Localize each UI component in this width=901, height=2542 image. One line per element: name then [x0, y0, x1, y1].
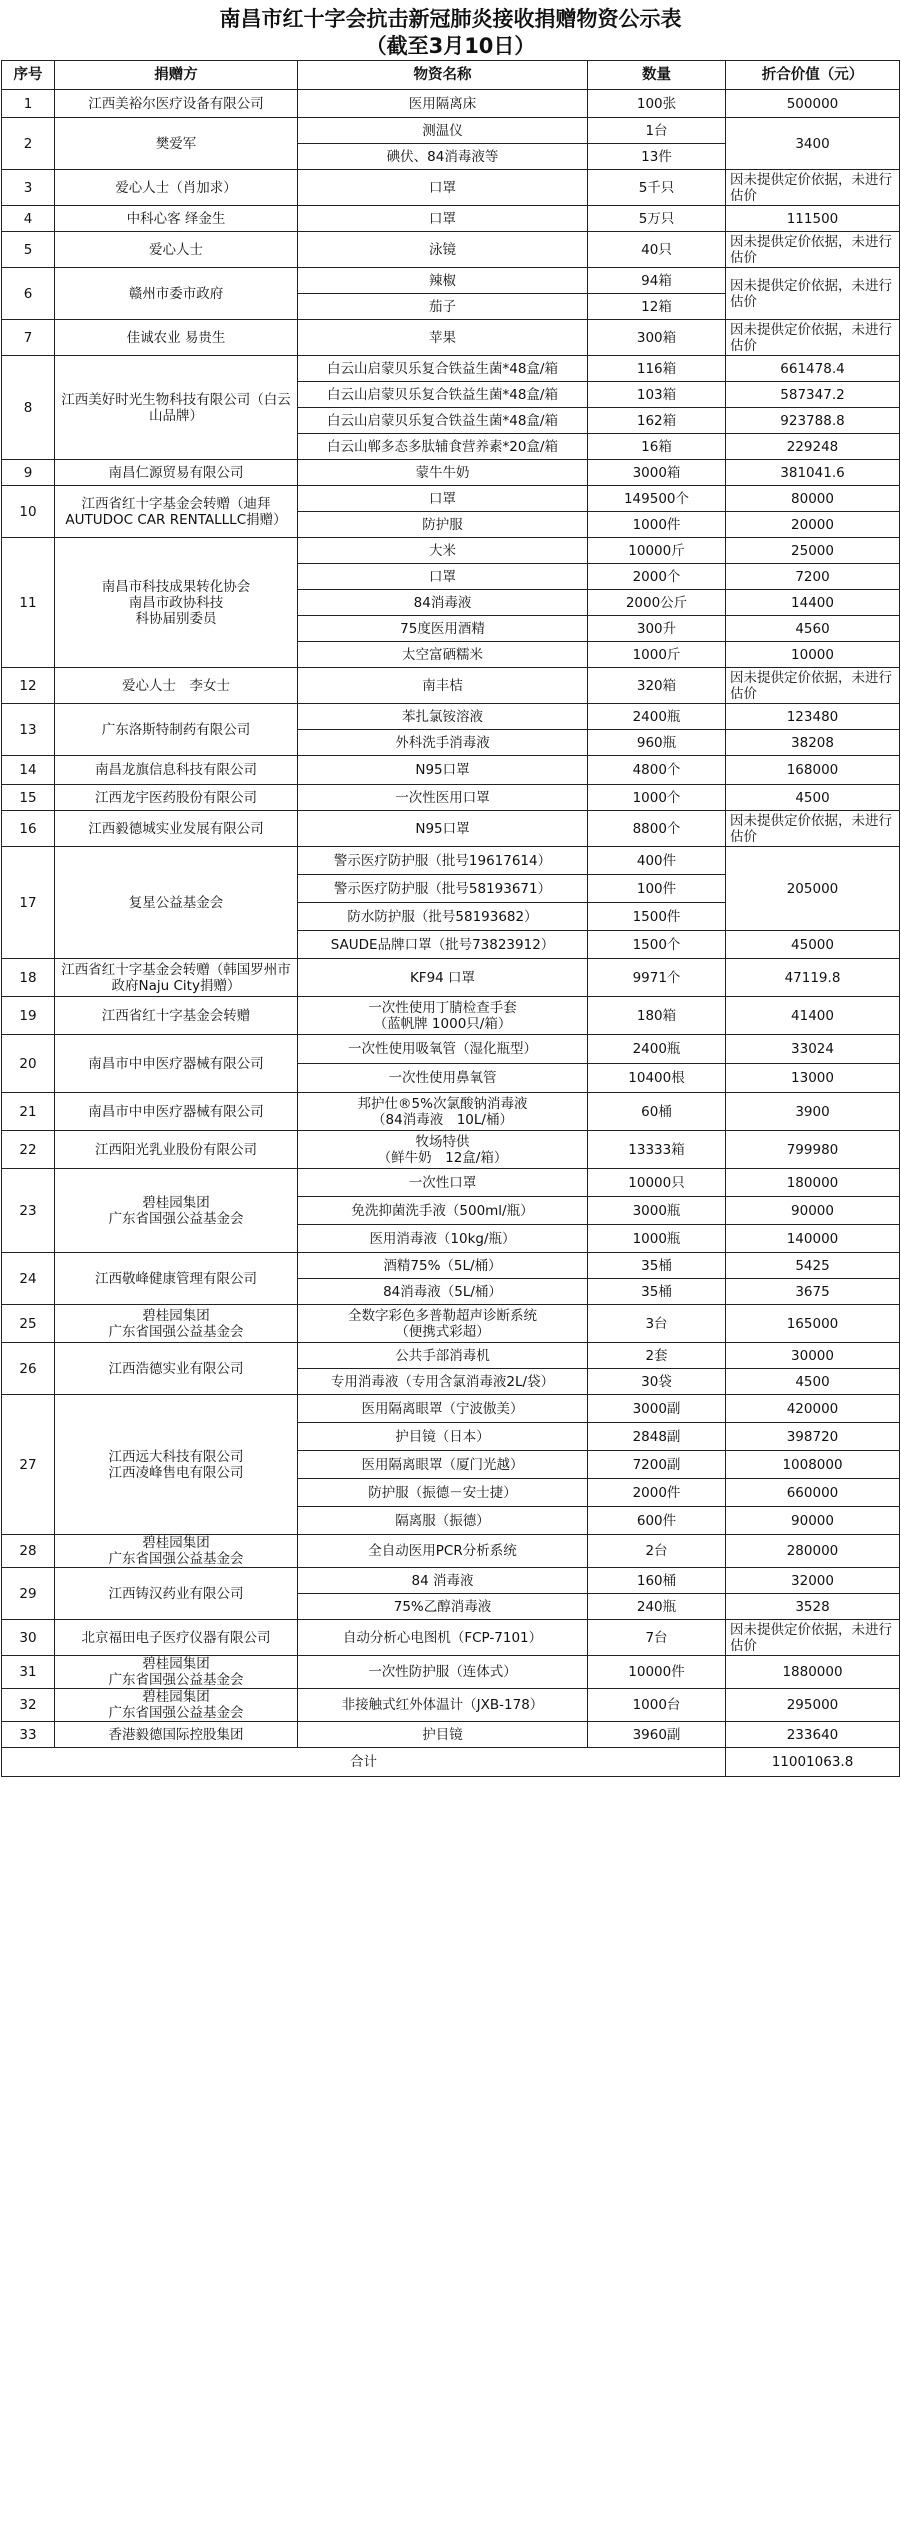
item-name: 医用隔离眼罩（宁波傲美） [298, 1395, 588, 1423]
item-quantity: 94箱 [588, 268, 726, 294]
item-quantity: 5千只 [588, 170, 726, 206]
item-quantity: 160桶 [588, 1568, 726, 1594]
item-value: 168000 [726, 756, 900, 785]
row-number: 29 [2, 1568, 55, 1620]
table-row [2, 320, 900, 356]
item-value: 20000 [726, 512, 900, 538]
item-quantity: 149500个 [588, 486, 726, 512]
donor-name: 广东洛斯特制药有限公司 [55, 704, 298, 756]
item-name: 白云山启蒙贝乐复合铁益生菌*48盒/箱 [298, 408, 588, 434]
item-name: 太空富硒糯米 [298, 642, 588, 668]
page-title [0, 0, 901, 60]
item-name: 南丰桔 [298, 668, 588, 704]
item-name: 84消毒液（5L/桶） [298, 1279, 588, 1305]
row-number: 13 [2, 704, 55, 756]
donor-name: 碧桂园集团 广东省国强公益基金会 [55, 1656, 298, 1689]
title-line-2: （截至3月10日） [365, 34, 536, 58]
row-number: 16 [2, 811, 55, 847]
item-value: 3675 [726, 1279, 900, 1305]
header-item: 物资名称 [298, 61, 588, 90]
item-value: 因未提供定价依据，未进行估价 [726, 668, 900, 704]
donation-table [1, 60, 900, 1777]
table-row [2, 1620, 900, 1656]
table-row [2, 1131, 900, 1169]
donor-name: 江西铸汉药业有限公司 [55, 1568, 298, 1620]
table-row [2, 668, 900, 704]
item-name: 专用消毒液（专用含氯消毒液2L/袋） [298, 1369, 588, 1395]
item-quantity: 3960副 [588, 1722, 726, 1748]
table-row [2, 959, 900, 997]
item-value: 398720 [726, 1423, 900, 1451]
item-name: 75度医用酒精 [298, 616, 588, 642]
item-quantity: 2台 [588, 1535, 726, 1568]
item-quantity: 10400根 [588, 1064, 726, 1093]
item-value: 因未提供定价依据，未进行估价 [726, 1620, 900, 1656]
row-number: 28 [2, 1535, 55, 1568]
table-row [2, 1305, 900, 1343]
item-value: 660000 [726, 1479, 900, 1507]
donor-name: 江西龙宇医药股份有限公司 [55, 785, 298, 811]
item-value: 295000 [726, 1689, 900, 1722]
item-value: 3400 [726, 118, 900, 170]
item-name: 一次性使用丁腈检查手套 （蓝帆牌 1000只/箱） [298, 997, 588, 1035]
item-value: 38208 [726, 730, 900, 756]
table-row [2, 486, 900, 512]
total-label: 合计 [2, 1748, 726, 1777]
item-quantity: 9971个 [588, 959, 726, 997]
item-name: 警示医疗防护服（批号58193671） [298, 875, 588, 903]
item-name: 84消毒液 [298, 590, 588, 616]
item-value: 90000 [726, 1507, 900, 1535]
table-row [2, 704, 900, 730]
donor-name: 碧桂园集团 广东省国强公益基金会 [55, 1305, 298, 1343]
item-value: 10000 [726, 642, 900, 668]
item-name: 公共手部消毒机 [298, 1343, 588, 1369]
item-name: 一次性口罩 [298, 1169, 588, 1197]
item-name: 医用隔离眼罩（厦门光越） [298, 1451, 588, 1479]
table-row [2, 785, 900, 811]
table-row [2, 1035, 900, 1064]
item-name: 防水防护服（批号58193682） [298, 903, 588, 931]
item-quantity: 1台 [588, 118, 726, 144]
donor-name: 江西敬峰健康管理有限公司 [55, 1253, 298, 1305]
item-name: 自动分析心电图机（FCP-7101） [298, 1620, 588, 1656]
row-number: 2 [2, 118, 55, 170]
donor-name: 江西美好时光生物科技有限公司（白云山品牌） [55, 356, 298, 460]
item-name: 外科洗手消毒液 [298, 730, 588, 756]
row-number: 14 [2, 756, 55, 785]
item-quantity: 30袋 [588, 1369, 726, 1395]
donor-name: 南昌市中申医疗器械有限公司 [55, 1035, 298, 1093]
row-number: 26 [2, 1343, 55, 1395]
item-value: 123480 [726, 704, 900, 730]
row-number: 1 [2, 90, 55, 118]
item-value: 因未提供定价依据，未进行估价 [726, 170, 900, 206]
table-row [2, 268, 900, 294]
donor-name: 赣州市委市政府 [55, 268, 298, 320]
donor-name: 中科心客 绎金生 [55, 206, 298, 232]
item-name: 白云山郸多态多肽辅食营养素*20盒/箱 [298, 434, 588, 460]
item-name: KF94 口罩 [298, 959, 588, 997]
table-row [2, 538, 900, 564]
item-value: 587347.2 [726, 382, 900, 408]
item-value: 4500 [726, 1369, 900, 1395]
item-name: 白云山启蒙贝乐复合铁益生菌*48盒/箱 [298, 382, 588, 408]
table-row [2, 811, 900, 847]
row-number: 10 [2, 486, 55, 538]
item-value: 因未提供定价依据，未进行估价 [726, 268, 900, 320]
item-name: 口罩 [298, 170, 588, 206]
item-name: 茄子 [298, 294, 588, 320]
donor-name: 江西省红十字基金会转赠（迪拜AUTUDOC CAR RENTALLLC捐赠） [55, 486, 298, 538]
item-quantity: 10000只 [588, 1169, 726, 1197]
item-name: 医用消毒液（10kg/瓶） [298, 1225, 588, 1253]
item-name: 隔离服（振德） [298, 1507, 588, 1535]
row-number: 25 [2, 1305, 55, 1343]
donor-name: 北京福田电子医疗仪器有限公司 [55, 1620, 298, 1656]
row-number: 20 [2, 1035, 55, 1093]
table-row [2, 170, 900, 206]
row-number: 18 [2, 959, 55, 997]
donor-name: 南昌市中申医疗器械有限公司 [55, 1093, 298, 1131]
item-quantity: 16箱 [588, 434, 726, 460]
item-value: 420000 [726, 1395, 900, 1423]
row-number: 32 [2, 1689, 55, 1722]
item-value: 因未提供定价依据，未进行估价 [726, 232, 900, 268]
donor-name: 佳诚农业 易贵生 [55, 320, 298, 356]
row-number: 24 [2, 1253, 55, 1305]
item-quantity: 1000台 [588, 1689, 726, 1722]
item-value: 229248 [726, 434, 900, 460]
item-value: 33024 [726, 1035, 900, 1064]
item-quantity: 300升 [588, 616, 726, 642]
donor-name: 碧桂园集团 广东省国强公益基金会 [55, 1535, 298, 1568]
item-name: 75%乙醇消毒液 [298, 1594, 588, 1620]
item-name: 牧场特供 （鲜牛奶 12盒/箱） [298, 1131, 588, 1169]
item-quantity: 35桶 [588, 1279, 726, 1305]
donor-name: 复星公益基金会 [55, 847, 298, 959]
item-quantity: 2000件 [588, 1479, 726, 1507]
item-name: 口罩 [298, 564, 588, 590]
item-value: 90000 [726, 1197, 900, 1225]
item-value: 32000 [726, 1568, 900, 1594]
row-number: 17 [2, 847, 55, 959]
item-value: 111500 [726, 206, 900, 232]
item-value: 3528 [726, 1594, 900, 1620]
donor-name: 樊爱军 [55, 118, 298, 170]
item-quantity: 13件 [588, 144, 726, 170]
item-value: 4560 [726, 616, 900, 642]
table-row [2, 1253, 900, 1279]
item-name: 全自动医用PCR分析系统 [298, 1535, 588, 1568]
row-number: 9 [2, 460, 55, 486]
item-value: 4500 [726, 785, 900, 811]
row-number: 33 [2, 1722, 55, 1748]
item-quantity: 7200副 [588, 1451, 726, 1479]
item-quantity: 2848副 [588, 1423, 726, 1451]
item-quantity: 1500件 [588, 903, 726, 931]
item-value: 1880000 [726, 1656, 900, 1689]
item-quantity: 2套 [588, 1343, 726, 1369]
item-name: 一次性使用吸氧管（湿化瓶型） [298, 1035, 588, 1064]
item-name: 非接触式红外体温计（JXB-178） [298, 1689, 588, 1722]
donor-name: 香港毅德国际控股集团 [55, 1722, 298, 1748]
donor-name: 碧桂园集团 广东省国强公益基金会 [55, 1169, 298, 1253]
donor-name: 江西阳光乳业股份有限公司 [55, 1131, 298, 1169]
item-quantity: 100件 [588, 875, 726, 903]
item-quantity: 600件 [588, 1507, 726, 1535]
header-row [2, 61, 900, 90]
row-number: 6 [2, 268, 55, 320]
table-row [2, 1568, 900, 1594]
table-row [2, 90, 900, 118]
item-quantity: 2000公斤 [588, 590, 726, 616]
item-value: 165000 [726, 1305, 900, 1343]
item-name: N95口罩 [298, 811, 588, 847]
item-name: 医用隔离床 [298, 90, 588, 118]
item-quantity: 2400瓶 [588, 1035, 726, 1064]
header-value: 折合价值（元） [726, 61, 900, 90]
header-quantity: 数量 [588, 61, 726, 90]
donor-name: 江西毅德城实业发展有限公司 [55, 811, 298, 847]
item-name: 全数字彩色多普勒超声诊断系统 （便携式彩超） [298, 1305, 588, 1343]
header-donor: 捐赠方 [55, 61, 298, 90]
item-name: 测温仪 [298, 118, 588, 144]
item-quantity: 1000斤 [588, 642, 726, 668]
item-quantity: 2000个 [588, 564, 726, 590]
item-quantity: 10000斤 [588, 538, 726, 564]
item-value: 25000 [726, 538, 900, 564]
item-value: 233640 [726, 1722, 900, 1748]
item-name: 泳镜 [298, 232, 588, 268]
item-quantity: 400件 [588, 847, 726, 875]
row-number: 30 [2, 1620, 55, 1656]
item-name: 护目镜（日本） [298, 1423, 588, 1451]
table-row [2, 118, 900, 144]
item-quantity: 116箱 [588, 356, 726, 382]
item-quantity: 12箱 [588, 294, 726, 320]
item-value: 47119.8 [726, 959, 900, 997]
item-quantity: 320箱 [588, 668, 726, 704]
donor-name: 南昌龙旗信息科技有限公司 [55, 756, 298, 785]
total-value: 11001063.8 [726, 1748, 900, 1777]
item-quantity: 4800个 [588, 756, 726, 785]
item-quantity: 300箱 [588, 320, 726, 356]
item-quantity: 10000件 [588, 1656, 726, 1689]
table-row [2, 232, 900, 268]
item-name: 口罩 [298, 206, 588, 232]
item-value: 7200 [726, 564, 900, 590]
item-quantity: 3000副 [588, 1395, 726, 1423]
item-quantity: 40只 [588, 232, 726, 268]
item-value: 799980 [726, 1131, 900, 1169]
row-number: 12 [2, 668, 55, 704]
item-quantity: 240瓶 [588, 1594, 726, 1620]
item-value: 45000 [726, 931, 900, 959]
item-quantity: 3000箱 [588, 460, 726, 486]
item-value: 140000 [726, 1225, 900, 1253]
item-value: 因未提供定价依据，未进行估价 [726, 320, 900, 356]
item-quantity: 13333箱 [588, 1131, 726, 1169]
donor-name: 南昌仁源贸易有限公司 [55, 460, 298, 486]
item-value: 180000 [726, 1169, 900, 1197]
item-name: 防护服 [298, 512, 588, 538]
donor-name: 爱心人士（肖加求） [55, 170, 298, 206]
donor-name: 江西浩德实业有限公司 [55, 1343, 298, 1395]
item-name: SAUDE品牌口罩（批号73823912） [298, 931, 588, 959]
table-row [2, 1395, 900, 1423]
item-quantity: 3台 [588, 1305, 726, 1343]
table-row [2, 1656, 900, 1689]
item-name: 一次性使用鼻氧管 [298, 1064, 588, 1093]
table-row [2, 1169, 900, 1197]
item-value: 205000 [726, 847, 900, 931]
item-name: 一次性医用口罩 [298, 785, 588, 811]
item-quantity: 1000个 [588, 785, 726, 811]
item-quantity: 35桶 [588, 1253, 726, 1279]
table-row [2, 206, 900, 232]
row-number: 4 [2, 206, 55, 232]
table-row [2, 847, 900, 875]
item-name: 碘伏、84消毒液等 [298, 144, 588, 170]
donor-name: 爱心人士 [55, 232, 298, 268]
item-value: 280000 [726, 1535, 900, 1568]
item-value: 1008000 [726, 1451, 900, 1479]
item-value: 661478.4 [726, 356, 900, 382]
table-row [2, 1689, 900, 1722]
item-name: 84 消毒液 [298, 1568, 588, 1594]
row-number: 7 [2, 320, 55, 356]
donor-name: 江西省红十字基金会转赠（韩国罗州市政府Naju City捐赠） [55, 959, 298, 997]
table-row [2, 356, 900, 382]
item-name: 防护服（振德－安士捷） [298, 1479, 588, 1507]
table-row [2, 1722, 900, 1748]
header-no: 序号 [2, 61, 55, 90]
item-value: 381041.6 [726, 460, 900, 486]
donor-name: 碧桂园集团 广东省国强公益基金会 [55, 1689, 298, 1722]
item-quantity: 162箱 [588, 408, 726, 434]
item-quantity: 8800个 [588, 811, 726, 847]
item-name: 邦护仕®5%次氯酸钠消毒液 （84消毒液 10L/桶） [298, 1093, 588, 1131]
total-row [2, 1748, 900, 1777]
item-quantity: 2400瓶 [588, 704, 726, 730]
row-number: 15 [2, 785, 55, 811]
item-name: 一次性防护服（连体式） [298, 1656, 588, 1689]
table-row [2, 1535, 900, 1568]
item-name: 苯扎氯铵溶液 [298, 704, 588, 730]
item-quantity: 7台 [588, 1620, 726, 1656]
row-number: 27 [2, 1395, 55, 1535]
item-quantity: 1000件 [588, 512, 726, 538]
donor-name: 江西省红十字基金会转赠 [55, 997, 298, 1035]
table-row [2, 997, 900, 1035]
item-name: 大米 [298, 538, 588, 564]
item-value: 5425 [726, 1253, 900, 1279]
item-name: 蒙牛牛奶 [298, 460, 588, 486]
item-quantity: 103箱 [588, 382, 726, 408]
table-row [2, 1093, 900, 1131]
item-value: 80000 [726, 486, 900, 512]
table-row [2, 1343, 900, 1369]
title-line-1: 南昌市红十字会抗击新冠肺炎接收捐赠物资公示表 [219, 7, 682, 31]
row-number: 23 [2, 1169, 55, 1253]
donor-name: 江西美裕尔医疗设备有限公司 [55, 90, 298, 118]
row-number: 31 [2, 1656, 55, 1689]
item-quantity: 1000瓶 [588, 1225, 726, 1253]
table-row [2, 460, 900, 486]
item-value: 500000 [726, 90, 900, 118]
item-name: 苹果 [298, 320, 588, 356]
donor-name: 爱心人士 李女士 [55, 668, 298, 704]
item-quantity: 100张 [588, 90, 726, 118]
item-name: 辣椒 [298, 268, 588, 294]
item-quantity: 960瓶 [588, 730, 726, 756]
item-quantity: 180箱 [588, 997, 726, 1035]
item-name: 口罩 [298, 486, 588, 512]
donor-name: 江西远大科技有限公司 江西凌峰售电有限公司 [55, 1395, 298, 1535]
donor-name: 南昌市科技成果转化协会 南昌市政协科技 科协届别委员 [55, 538, 298, 668]
item-quantity: 3000瓶 [588, 1197, 726, 1225]
item-quantity: 60桶 [588, 1093, 726, 1131]
item-value: 14400 [726, 590, 900, 616]
row-number: 21 [2, 1093, 55, 1131]
row-number: 22 [2, 1131, 55, 1169]
row-number: 3 [2, 170, 55, 206]
row-number: 5 [2, 232, 55, 268]
item-name: 白云山启蒙贝乐复合铁益生菌*48盒/箱 [298, 356, 588, 382]
item-name: 免洗抑菌洗手液（500ml/瓶） [298, 1197, 588, 1225]
item-name: 酒精75%（5L/桶） [298, 1253, 588, 1279]
row-number: 19 [2, 997, 55, 1035]
item-name: 护目镜 [298, 1722, 588, 1748]
item-value: 13000 [726, 1064, 900, 1093]
item-value: 41400 [726, 997, 900, 1035]
item-name: 警示医疗防护服（批号19617614） [298, 847, 588, 875]
table-row [2, 756, 900, 785]
item-value: 因未提供定价依据，未进行估价 [726, 811, 900, 847]
row-number: 11 [2, 538, 55, 668]
item-quantity: 1500个 [588, 931, 726, 959]
item-quantity: 5万只 [588, 206, 726, 232]
item-value: 923788.8 [726, 408, 900, 434]
item-value: 3900 [726, 1093, 900, 1131]
item-name: N95口罩 [298, 756, 588, 785]
item-value: 30000 [726, 1343, 900, 1369]
row-number: 8 [2, 356, 55, 460]
